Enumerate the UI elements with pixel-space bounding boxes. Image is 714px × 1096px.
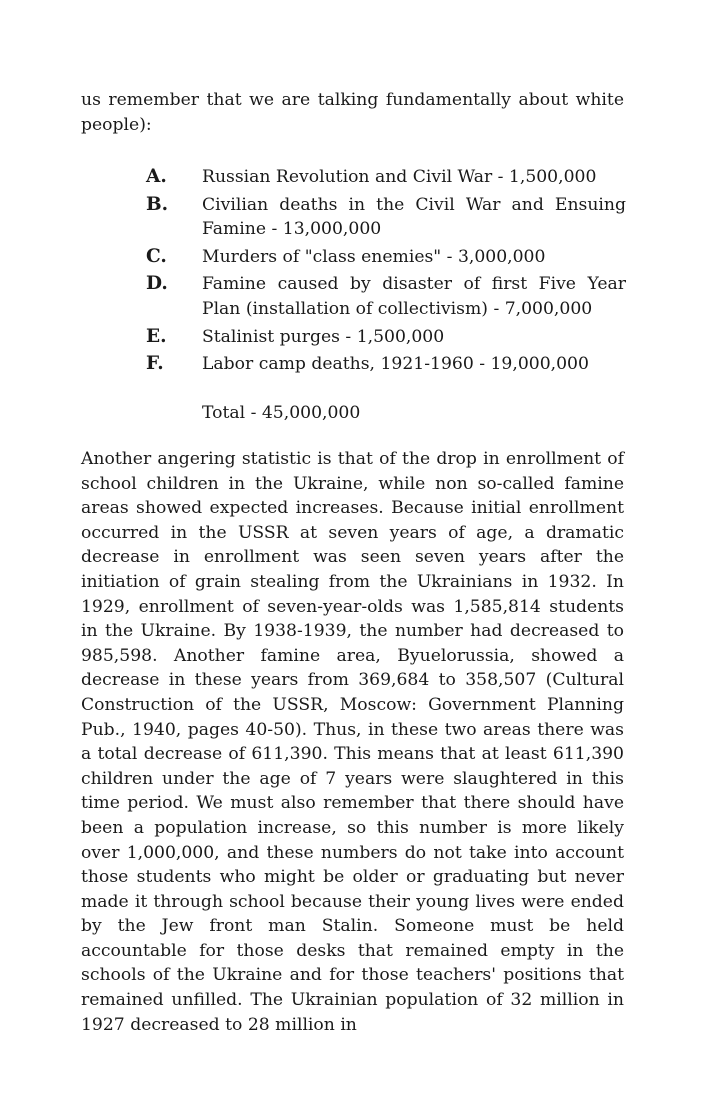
list-item-text: Murders of "class enemies" - 3,000,000	[202, 246, 546, 267]
list-item-letter: A.	[146, 166, 167, 187]
list-item-letter: D.	[146, 273, 168, 295]
list-item-text: Labor camp deaths, 1921-1960 - 19,000,000	[202, 354, 589, 375]
list-item-text: Civilian deaths in the Civil War and Ensuing Famine - 13,000,000	[202, 194, 626, 240]
list-item-text: Famine caused by disaster of first Five Year Plan (installation of collectivism) - 7,000,000	[202, 274, 626, 319]
total-line: Total - 45,000,000	[202, 403, 361, 423]
list-item-text: Stalinist purges - 1,500,000	[202, 326, 445, 347]
list-item-text: Russian Revolution and Civil War - 1,500,000	[202, 167, 597, 187]
list-item-letter: C.	[146, 245, 167, 267]
list-item	[146, 245, 626, 270]
intro-paragraph: us remember that we are talking fundamentally about white people):	[81, 90, 624, 135]
list-item-letter: F.	[146, 353, 164, 375]
list-item	[146, 352, 626, 377]
list-item	[146, 325, 626, 350]
list-item	[146, 272, 626, 321]
list-item-letter: E.	[146, 325, 167, 347]
body-paragraph: Another angering statistic is that of the drop in enrollment of school children in the Ukraine, while non so-called famine areas showed expected increases. Because initial enrollment occurred in the USSR at seven years of age, a dramatic decrease in enrollment was seen seven years after the initiation of grain stealing from the Ukrainians in 1932. In 1929, enrollment of seven-year-olds was 1,585,814 students in the Ukraine. By 1938-1939, the number had decreased to 985,598. Another famine area, Byuelorussia, showed a decrease in these years from 369,684 to 358,507 (Cultural Construction of the USSR, Moscow: Government Planning Pub., 1940, pages 40-50). Thus, in these two areas there was a total decrease of 611,390. This means that at least 611,390 children under the age of 7 years were slaughtered in this time period. We must also remember that there should have been a population increase, so this number is more likely over 1,000,000, and these numbers do not take into account those students who might be older or graduating but never made it through school because their young lives were ended by the Jew front man Stalin. Someone must be held accountable for those desks that remained empty in the schools of the Ukraine and for those teachers' positions that remained unfilled. The Ukrainian population of 32 million in 1927 decreased to 28 million in	[81, 449, 624, 1035]
list-item	[146, 193, 626, 242]
casualty-list	[146, 165, 626, 380]
list-item	[146, 165, 626, 190]
list-item-letter: B.	[146, 193, 169, 215]
